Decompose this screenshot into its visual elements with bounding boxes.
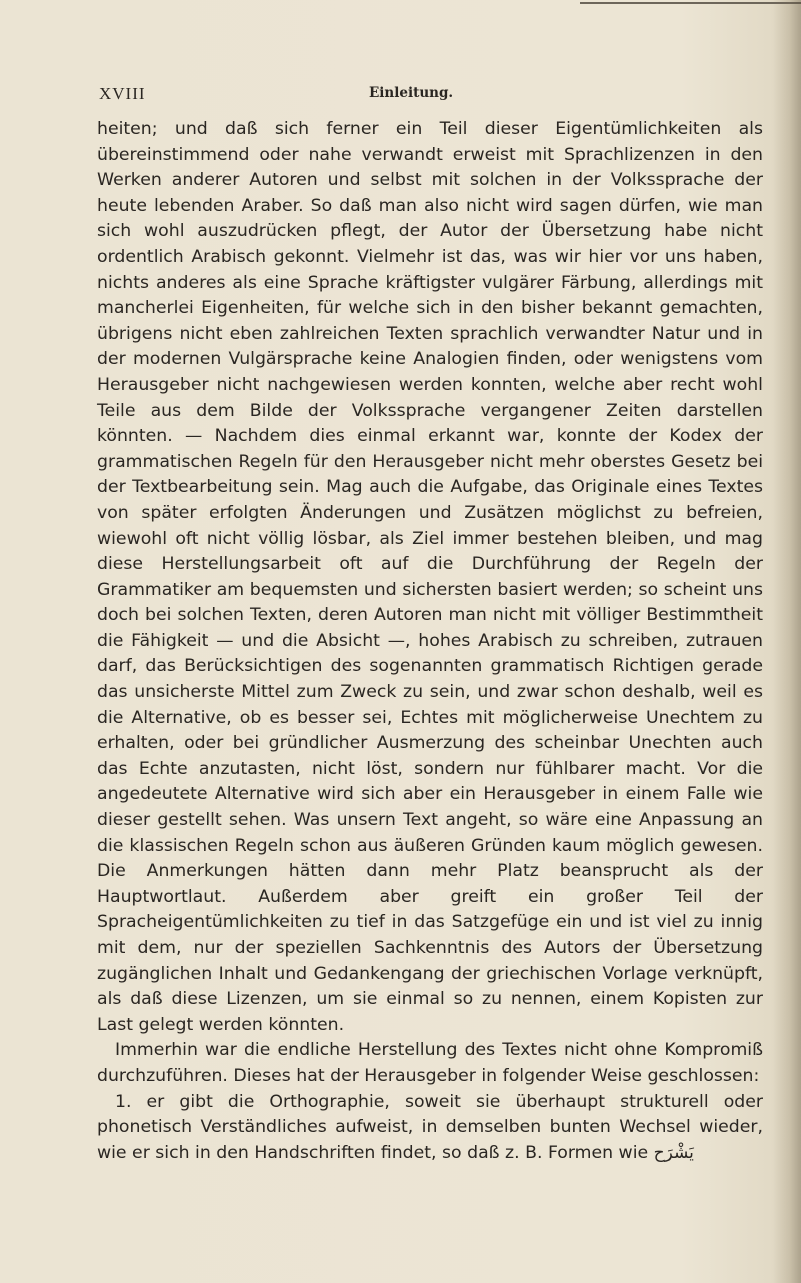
paragraph-text: heiten; und daß sich ferner ein Teil dieser Eigentümlichkeiten als übereinstimmend oder nahe verwandt erweist mit Sprachlizenzen in den Werken anderer Autoren und selbst mit solchen in der Volkssprache der heute lebenden Araber. So daß man also nicht wird sagen dürfen, wie man sich wohl auszudrücken pflegt, der Autor der Übersetzung habe nicht ordentlich Arabisch gekonnt. Vielmehr ist das, was wir hier vor uns haben, nichts anderes als eine Sprache kräftigster vulgärer Färbung, allerdings mit mancherlei Eigenheiten, für welche sich in den bisher bekannt gemachten, übrigens nicht eben zahlreichen Texten sprachlich verwandter Natur und in der modernen Vulgärsprache keine Analogien finden, oder wenigstens vom Herausgeber nicht nachgewiesen werden konnten, welche aber recht wohl Teile aus dem Bilde der Volkssprache vergangener Zeiten darstellen könnten. — Nachdem dies einmal erkannt war, konnte der Kodex der grammatischen Regeln für den Herausgeber nicht mehr oberstes Gesetz bei der Textbearbeitung sein. Mag auch die Aufgabe, das Originale eines Textes von später erfolgten Änderungen und Zusätzen möglichst zu befreien, wiewohl oft nicht völlig lösbar, als Ziel immer bestehen bleiben, und mag diese Herstellungsarbeit oft auf die Durchführung der Regeln der Grammatiker am bequemsten und sichersten basiert werden; so scheint uns doch bei solchen Texten, deren Autoren man nicht mit völliger Bestimmtheit die Fähigkeit — und die Absicht —, hohes Arabisch zu schreiben, zutrauen darf, das Berücksichtigen des sogenannten grammatisch Richtigen gerade das unsicherste Mittel zum Zweck zu sein, und zwar schon deshalb, weil es die Alternative, ob es besser sei, Echtes mit möglicherweise Unechtem zu erhalten, oder bei gründlicher Ausmerzung des scheinbar Unechten auch das Echte anzutasten, nicht löst, sondern nur fühlbarer macht. Vor die angedeutete Alternative wird sich aber ein Herausgeber in einem Falle wie dieser gestellt sehen. Was unsern Text angeht, so wäre eine Anpassung an die klassischen Regeln schon aus äußeren Gründen kaum möglich gewesen. Die Anmerkungen hätten dann mehr Platz beansprucht als der Hauptwortlaut. Außerdem aber greift ein großer Teil der Spracheigentümlichkeiten zu tief in das Satzgefüge ein und ist viel zu innig mit dem, nur der speziellen Sachkenntnis des Autors der Übersetzung zugänglichen Inhalt und Gedankengang der griechischen Vorlage verknüpft, als daß diese Lizenzen, um sie einmal so zu nennen, einem Kopisten zur Last gelegt werden könnten. — [97, 119, 763, 1035]
page-edge-shadow — [773, 0, 801, 1283]
top-edge-rule — [580, 2, 801, 4]
running-head: Einleitung. — [369, 85, 454, 101]
paragraph — [97, 117, 763, 1038]
paragraph-text: 1. er gibt die Orthographie, soweit sie überhaupt strukturell oder phonetisch Verständliches aufweist, in demselben bunten Wechsel wieder, wie er sich in den Handschriften findet, so daß z. B. Formen wie — [97, 1091, 763, 1163]
arabic-word: يَشْرَح — [653, 1142, 694, 1163]
page-header — [0, 84, 801, 108]
paragraph — [97, 1038, 763, 1089]
page-number: XVIII — [99, 84, 146, 103]
paragraph-text: Immerhin war die endliche Herstellung des Textes nicht ohne Kompromiß durchzuführen. Dieses hat der Herausgeber in folgender Weise geschlossen: — [97, 1040, 763, 1086]
body-text — [97, 117, 763, 1166]
paragraph — [97, 1090, 763, 1167]
